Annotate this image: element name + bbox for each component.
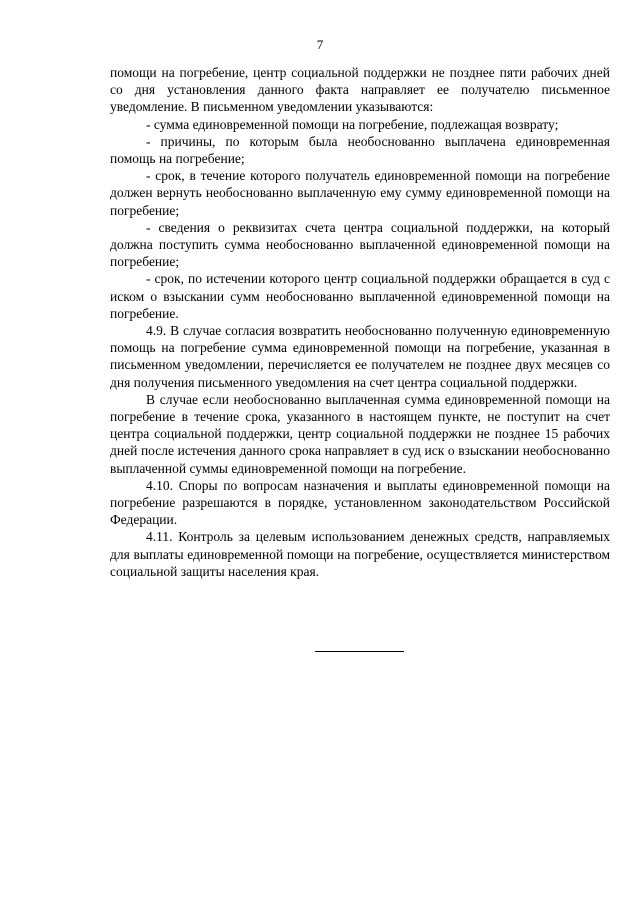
document-body — [110, 64, 610, 580]
list-item-return-deadline: - срок, в течение которого получатель единовременной помощи на погребение должен вернуть необоснованно выплаченную ему сумму единовременной помощи на погребение; — [110, 168, 610, 218]
clause-4-11: 4.11. Контроль за целевым использованием денежных средств, направляемых для выплаты единовременной помощи на погребение, осуществляется министерством социальной защиты населения края. — [110, 529, 610, 579]
list-item-reasons: - причины, по которым была необоснованно выплачена единовременная помощь на погребение; — [110, 133, 610, 167]
clause-4-10: 4.10. Споры по вопросам назначения и выплаты единовременной помощи на погребение разрешаются в порядке, установленном законодательством Российской Федерации. — [110, 477, 610, 528]
clause-4-9: 4.9. В случае согласия возвратить необоснованно полученную единовременную помощь на погребение сумма единовременной помощи на погребение, указанная в письменном уведомлении, перечисляется ее получателем не позднее двух месяцев со дня получения письменного уведомления на счет центра социальной поддержки. — [110, 323, 610, 390]
list-item-account-details: - сведения о реквизитах счета центра социальной поддержки, на который должна поступить сумма необоснованно выплаченной единовременной помощи на погребение; — [110, 219, 610, 270]
list-item-refund-amount: - сумма единовременной помощи на погребение, подлежащая возврату; — [146, 116, 559, 132]
end-divider-line — [315, 651, 404, 652]
paragraph-continuation: помощи на погребение, центр социальной поддержки не позднее пяти рабочих дней со дня установления данного факта направляет ее получателю письменное уведомление. В письменном уведомлении указываются: — [110, 65, 610, 115]
list-item-court-deadline: - срок, по истечении которого центр социальной поддержки обращается в суд с иском о взыскании сумм необоснованно выплаченной единовременной помощи на погребение. — [110, 271, 610, 321]
page-number: 7 — [316, 37, 324, 52]
clause-4-9-continuation: В случае если необоснованно выплаченная сумма единовременной помощи на погребение в течение срока, указанного в настоящем пункте, не поступит на счет центра социальной поддержки, центр социальной поддержки не позднее 15 рабочих дней после истечения данного срока направляет в суд иск о взыскании необоснованно выплаченной суммы единовременной помощи на погребение. — [110, 391, 610, 476]
